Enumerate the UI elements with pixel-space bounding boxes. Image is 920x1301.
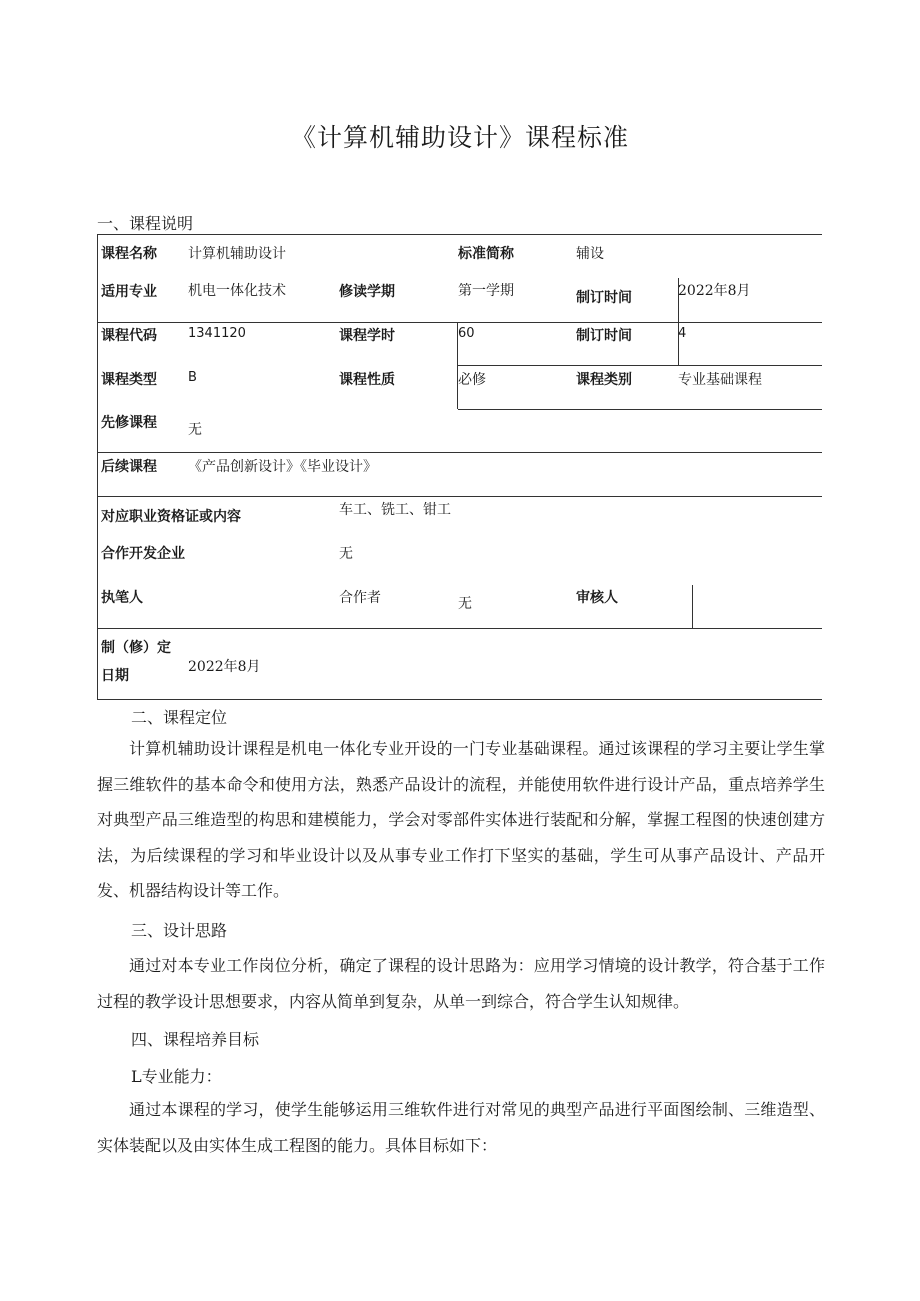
std-abbr-value: 辅设 [576, 246, 604, 262]
course-hours-label: 课程学时 [339, 328, 395, 344]
revision-time-label-2: 制订时间 [576, 328, 632, 344]
course-code-label: 课程代码 [101, 328, 157, 344]
course-type-value: B [188, 370, 197, 385]
date-value: 2022年8月 [188, 659, 261, 675]
table-row-divider [97, 628, 822, 629]
course-type-label: 课程类型 [101, 372, 157, 388]
course-category-value: 专业基础课程 [678, 372, 762, 388]
table-row-divider [97, 322, 822, 323]
table-col-divider [692, 585, 693, 628]
major-label: 适用专业 [101, 284, 157, 300]
major-value: 机电一体化技术 [188, 283, 286, 299]
professional-ability-paragraph: 通过本课程的学习，使学生能够运用三维软件进行对常见的典型产品进行平面图绘制、三维造型、实体装配以及由实体生成工程图的能力。具体目标如下： [97, 1100, 825, 1155]
course-name-label: 课程名称 [101, 246, 157, 262]
term-label: 修读学期 [339, 284, 395, 300]
coauthor-label: 合作者 [339, 590, 381, 606]
writer-label: 执笔人 [101, 590, 143, 606]
section-heading-training-goals: 四、课程培养目标 [131, 1030, 260, 1049]
date-label-line2: 日期 [101, 668, 129, 684]
table-border-left [97, 234, 98, 699]
term-value: 第一学期 [458, 283, 514, 299]
revision-time-label: 制订时间 [576, 290, 632, 306]
std-abbr-label: 标准简称 [458, 246, 514, 262]
design-ideas-paragraph: 通过对本专业工作岗位分析，确定了课程的设计思路为：应用学习情境的设计教学，符合基于工作过程的教学设计思想要求，内容从简单到复杂，从单一到综合，符合学生认知规律。 [97, 956, 825, 1011]
coauthor-value: 无 [458, 596, 472, 612]
positioning-paragraph: 计算机辅助设计课程是机电一体化专业开设的一门专业基础课程。通过该课程的学习主要让学生掌握三维软件的基本命令和使用方法，熟悉产品设计的流程，并能使用软件进行设计产品，重点培养学生对典型产品三维造型的构思和建模能力，学会对零部件实体进行装配和分解，掌握工程图的快速创建方法，为后续课程的学习和毕业设计以及从事专业工作打下坚实的基础，学生可从事产品设计、产品开发、机器结构设计等工作。 [97, 739, 825, 900]
course-name-value: 计算机辅助设计 [188, 246, 286, 262]
reviewer-label: 审核人 [576, 590, 618, 606]
table-border-bottom [97, 699, 822, 700]
subheading-professional-ability: L专业能力： [131, 1067, 222, 1086]
date-label-line1: 制（修）定 [101, 640, 171, 656]
certificate-label: 对应职业资格证或内容 [101, 509, 241, 525]
partner-company-value: 无 [339, 546, 353, 562]
revision-time-value: 2022年8月 [678, 283, 751, 299]
table-row-divider [97, 452, 822, 453]
followup-label: 后续课程 [101, 459, 157, 475]
prereq-value: 无 [188, 422, 202, 438]
course-nature-value: 必修 [458, 372, 486, 388]
section-heading-course-description: 一、课程说明 [97, 214, 194, 233]
course-nature-label: 课程性质 [339, 372, 395, 388]
course-hours-value: 60 [458, 326, 475, 341]
prereq-label: 先修课程 [101, 415, 157, 431]
certificate-value: 车工、铣工、钳工 [339, 502, 451, 518]
table-row-divider [97, 496, 822, 497]
course-category-label: 课程类别 [576, 372, 632, 388]
section-heading-course-positioning: 二、课程定位 [131, 708, 228, 727]
page-title: 《计算机辅助设计》课程标准 [290, 123, 629, 152]
table-border-top [97, 234, 822, 235]
followup-value: 《产品创新设计》《毕业设计》 [188, 459, 377, 475]
course-code-value: 1341120 [188, 326, 246, 341]
revision-time-value-2: 4 [678, 326, 687, 341]
partner-company-label: 合作开发企业 [101, 546, 185, 562]
table-row-divider [458, 365, 822, 366]
section-heading-design-ideas: 三、设计思路 [131, 921, 228, 940]
table-row-divider [458, 409, 822, 410]
